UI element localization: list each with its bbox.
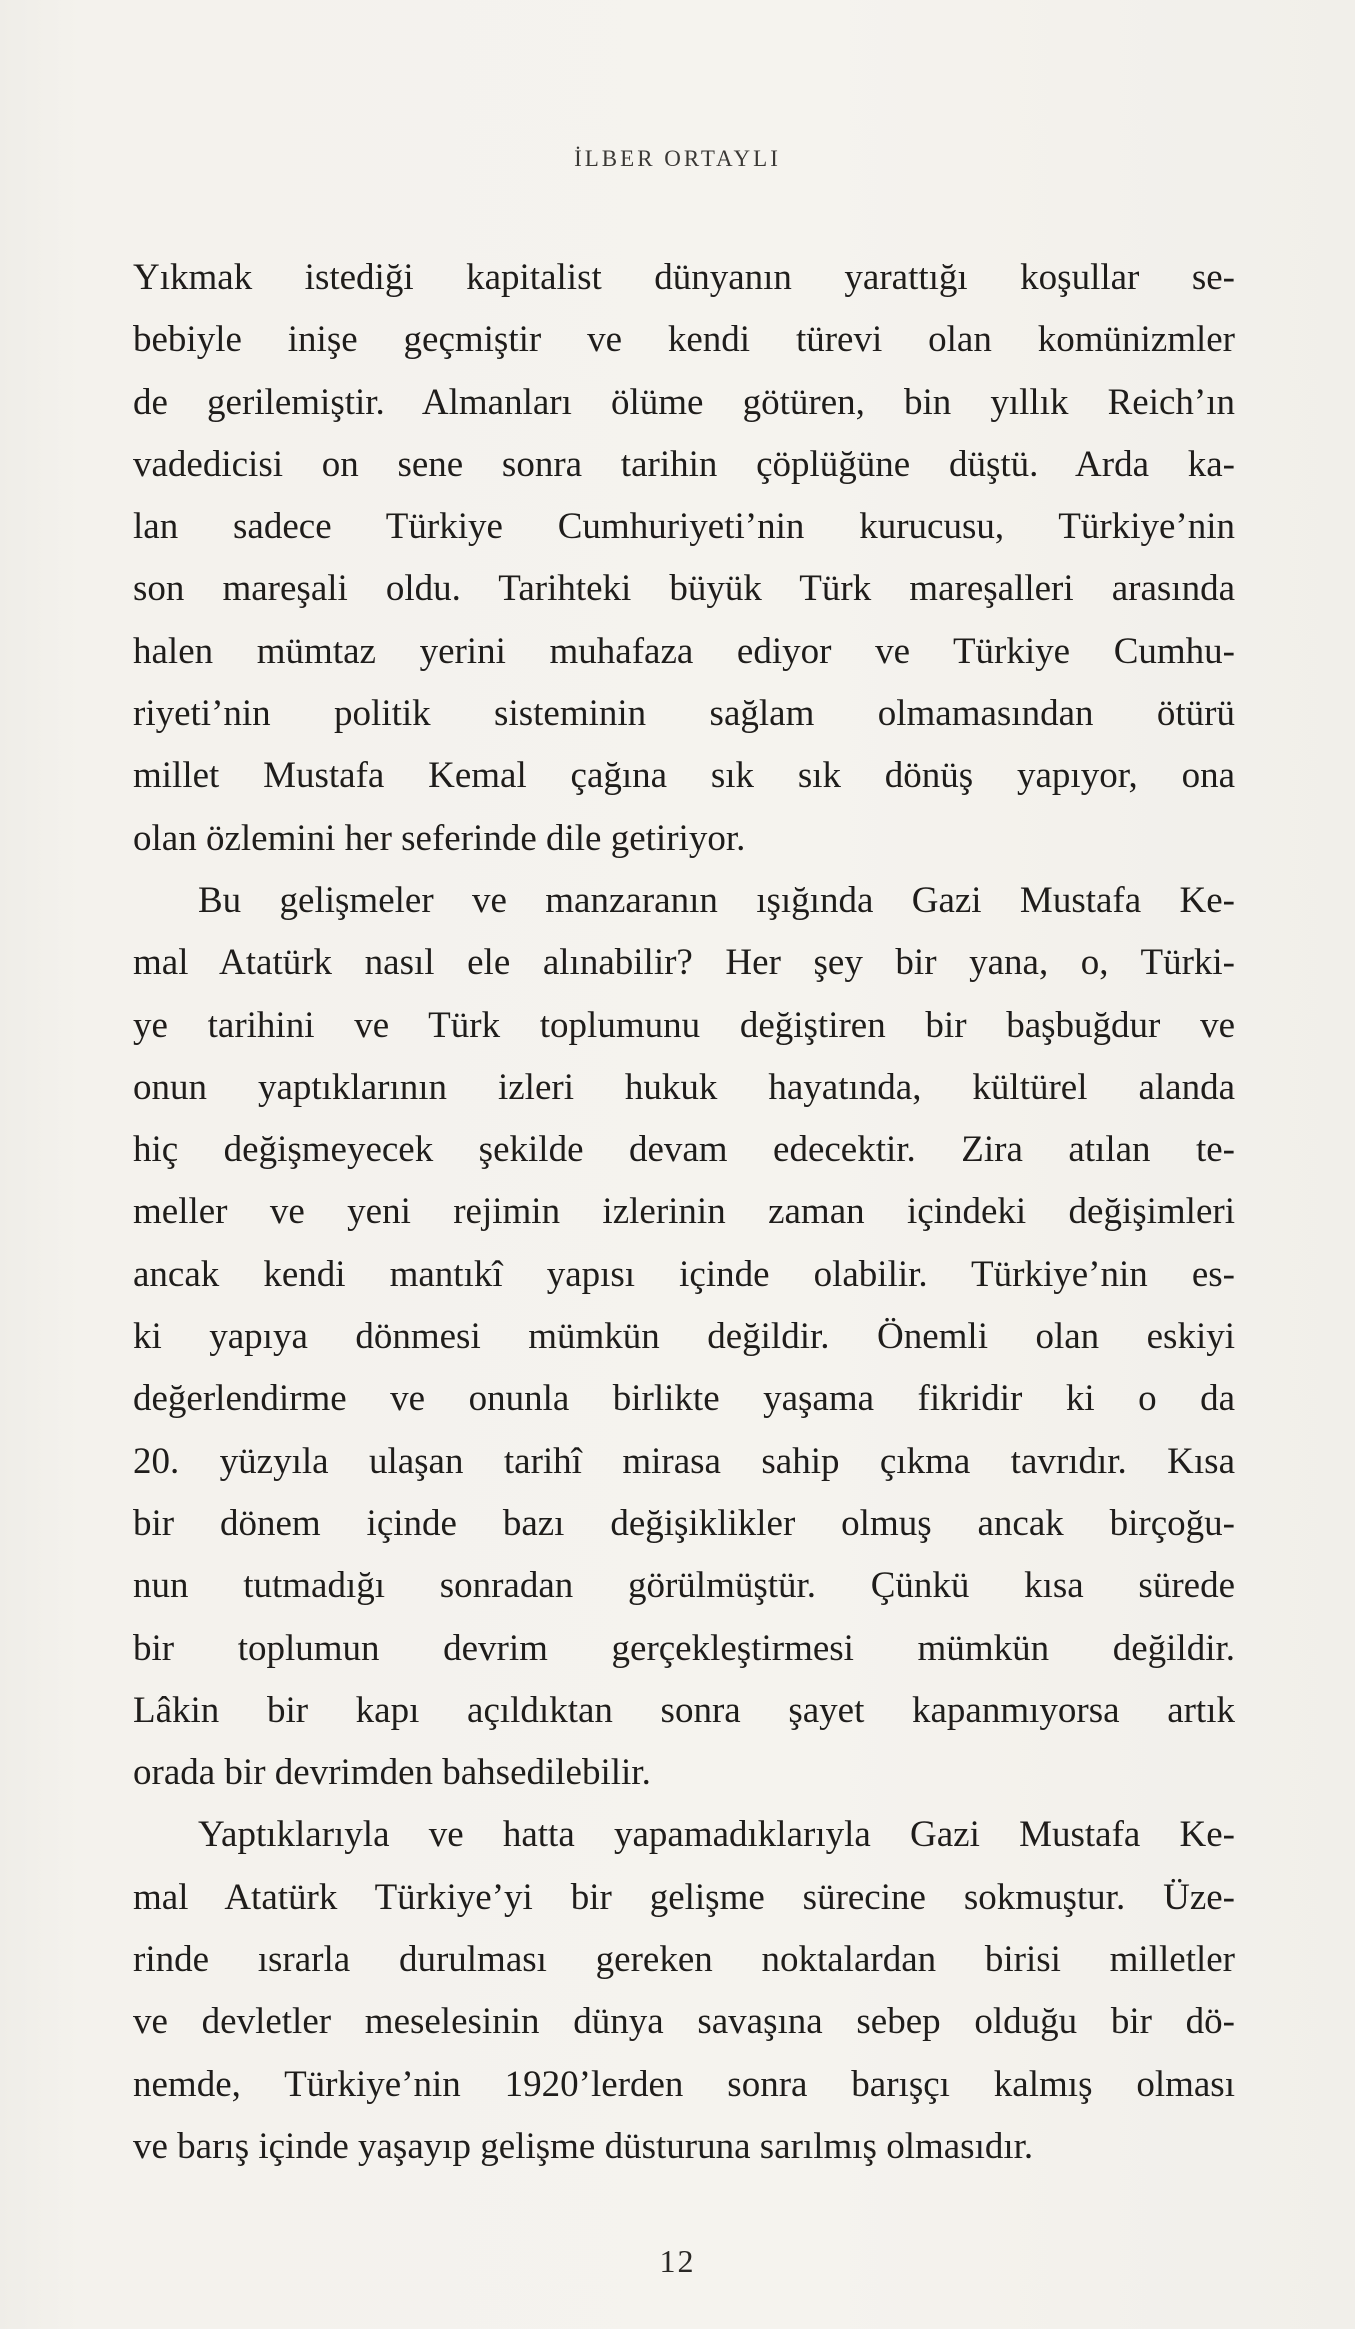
paragraph: [133, 1804, 1235, 2178]
text-line: Yaptıklarıyla ve hatta yapamadıklarıyla Gazi Mustafa Ke-: [198, 1814, 1235, 1856]
text-line: orada bir devrimden bahsedilebilir.: [133, 1752, 651, 1794]
text-line: Yıkmak istediği kapitalist dünyanın yarattığı koşullar se-: [133, 257, 1235, 298]
text-line: bebiyle inişe geçmiştir ve kendi türevi olan komünizmler: [133, 319, 1235, 361]
text-line: nun tutmadığı sonradan görülmüştür. Çünkü kısa sürede: [133, 1565, 1235, 1607]
text-line: Bu gelişmeler ve manzaranın ışığında Gazi Mustafa Ke-: [198, 879, 1235, 921]
text-line: bir toplumun devrim gerçekleştirmesi mümkün değildir.: [133, 1627, 1235, 1669]
paragraph: [133, 247, 1235, 870]
text-line: nemde, Türkiye’nin 1920’lerden sonra barışçı kalmış olması: [133, 2063, 1235, 2105]
text-line: bir dönem içinde bazı değişiklikler olmuş ancak birçoğu-: [133, 1502, 1235, 1544]
text-line: son mareşali oldu. Tarihteki büyük Türk mareşalleri arasında: [133, 568, 1235, 610]
text-line: ancak kendi mantıkî yapısı içinde olabilir. Türkiye’nin es-: [133, 1253, 1235, 1295]
running-head: İLBER ORTAYLI: [574, 146, 781, 171]
text-line: lan sadece Türkiye Cumhuriyeti’nin kurucusu, Türkiye’nin: [133, 506, 1235, 548]
text-line: ve devletler meselesinin dünya savaşına sebep olduğu bir dö-: [133, 2001, 1235, 2043]
text-line: de gerilemiştir. Almanları ölüme götüren, bin yıllık Reich’ın: [133, 381, 1235, 423]
page-number: 12: [659, 2243, 696, 2279]
text-line: olan özlemini her seferinde dile getiriyor.: [133, 817, 746, 859]
text-line: riyeti’nin politik sisteminin sağlam olmamasından ötürü: [133, 693, 1235, 735]
text-line: hiç değişmeyecek şekilde devam edecektir. Zira atılan te-: [133, 1129, 1235, 1171]
text-line: değerlendirme ve onunla birlikte yaşama fikridir ki o da: [133, 1378, 1235, 1420]
text-line: onun yaptıklarının izleri hukuk hayatında, kültürel alanda: [133, 1066, 1235, 1108]
text-line: millet Mustafa Kemal çağına sık sık dönüş yapıyor, ona: [133, 755, 1235, 797]
text-line: rinde ısrarla durulması gereken noktalardan birisi milletler: [133, 1939, 1235, 1981]
text-line: Lâkin bir kapı açıldıktan sonra şayet kapanmıyorsa artık: [133, 1689, 1235, 1731]
text-line: mal Atatürk nasıl ele alınabilir? Her şey bir yana, o, Türki-: [133, 942, 1235, 984]
text-line: ve barış içinde yaşayıp gelişme düsturuna sarılmış olmasıdır.: [133, 2125, 1034, 2167]
text-line: ki yapıya dönmesi mümkün değildir. Önemli olan eskiyi: [133, 1316, 1235, 1358]
text-line: vadedicisi on sene sonra tarihin çöplüğüne düştü. Arda ka-: [133, 443, 1235, 485]
text-line: mal Atatürk Türkiye’yi bir gelişme sürecine sokmuştur. Üze-: [133, 1876, 1235, 1918]
text-line: 20. yüzyıla ulaşan tarihî mirasa sahip çıkma tavrıdır. Kısa: [133, 1440, 1235, 1482]
body-text: [133, 247, 1235, 2178]
paragraph: [133, 870, 1235, 1804]
text-line: meller ve yeni rejimin izlerinin zaman içindeki değişimleri: [133, 1191, 1235, 1233]
text-line: ye tarihini ve Türk toplumunu değiştiren bir başbuğdur ve: [133, 1004, 1235, 1046]
text-line: halen mümtaz yerini muhafaza ediyor ve Türkiye Cumhu-: [133, 630, 1235, 672]
